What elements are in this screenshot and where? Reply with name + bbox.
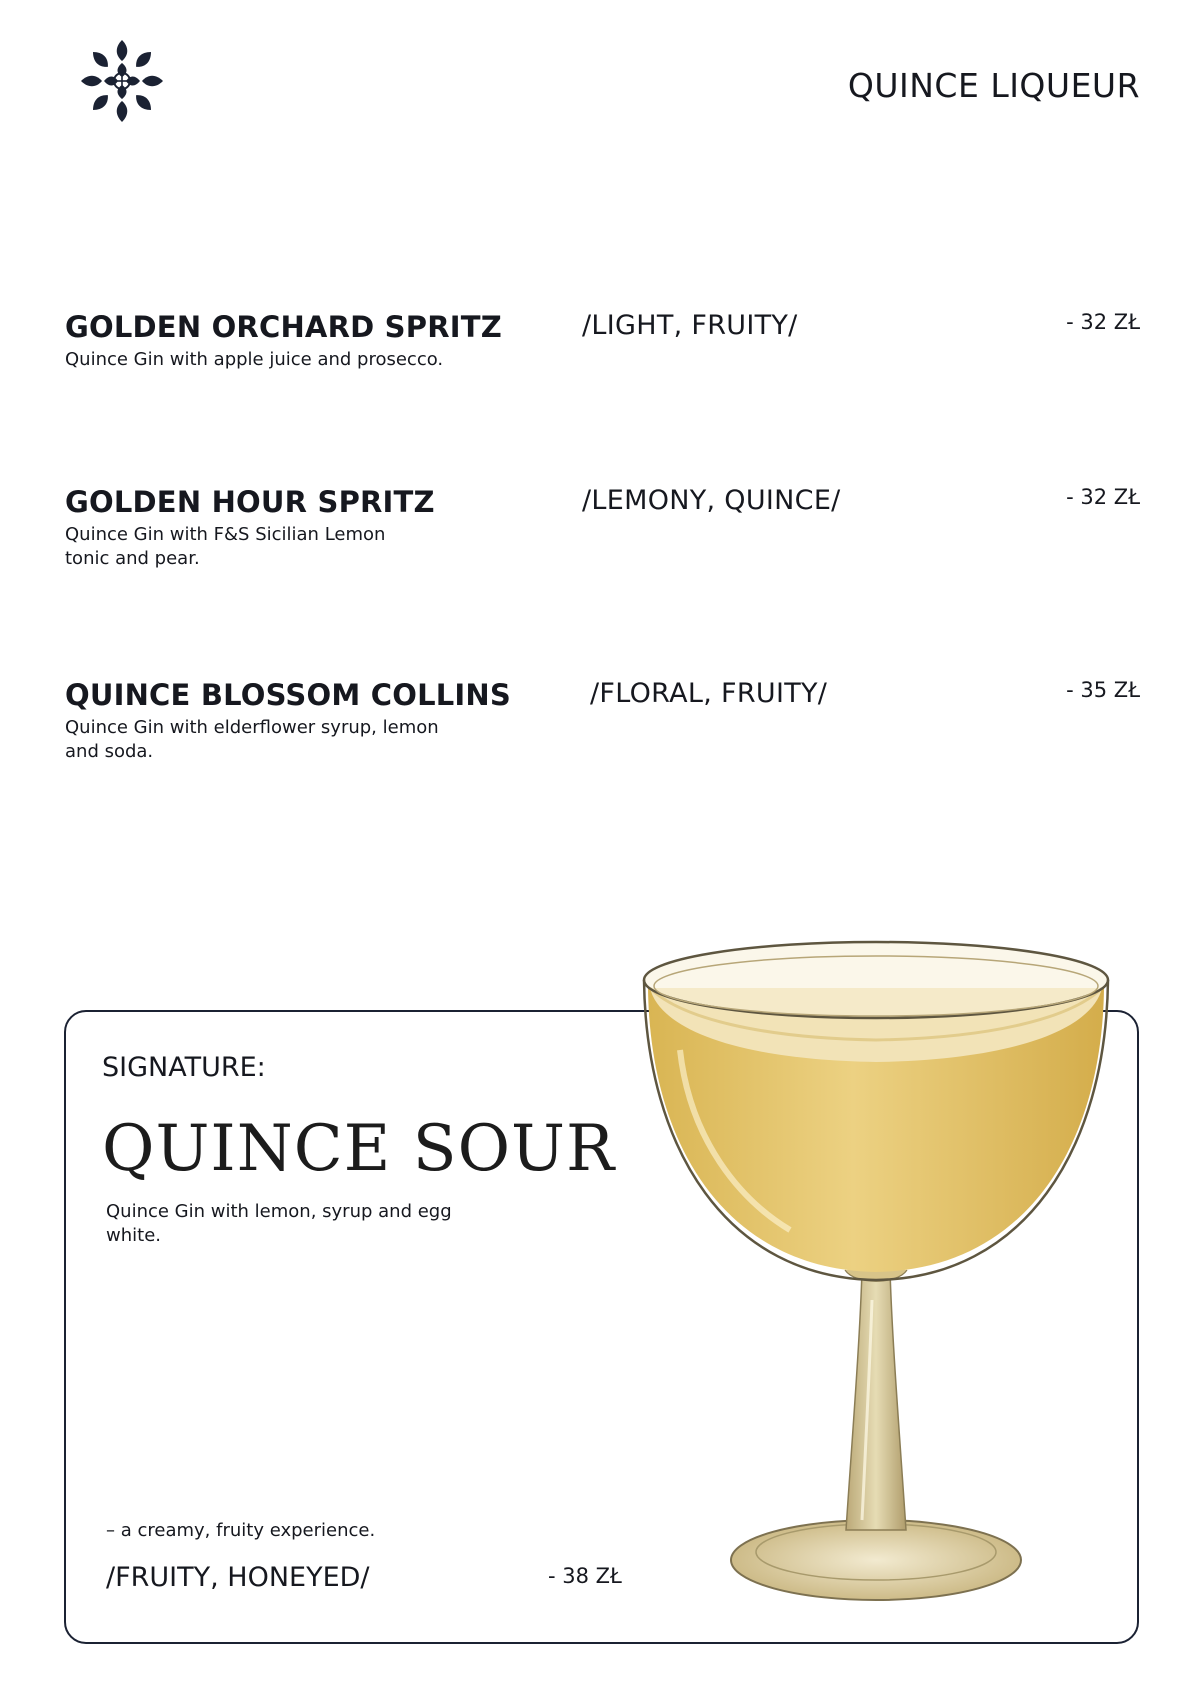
menu-item-name: QUINCE BLOSSOM COLLINS [65, 678, 511, 712]
signature-note: – a creamy, fruity experience. [106, 1520, 376, 1541]
menu-item-description: Quince Gin with apple juice and prosecco. [65, 349, 444, 370]
ornamental-flower-logo-icon [78, 38, 166, 124]
menu-item-tags: /LEMONY, QUINCE/ [582, 485, 841, 516]
coupe-cocktail-glass-illustration [640, 940, 1110, 1640]
menu-item-price: - 35 ZŁ [1066, 678, 1140, 702]
signature-label: SIGNATURE: [102, 1052, 266, 1083]
menu-item-description: Quince Gin with elderflower syrup, lemon and soda. [65, 717, 439, 762]
menu-item-name: GOLDEN ORCHARD SPRITZ [65, 310, 502, 344]
section-title: QUINCE LIQUEUR [847, 66, 1140, 105]
menu-item-description: Quince Gin with F&S Sicilian Lemon tonic and pear. [65, 524, 386, 569]
signature-description: Quince Gin with lemon, syrup and egg white. [106, 1201, 452, 1246]
menu-item-name: GOLDEN HOUR SPRITZ [65, 485, 435, 519]
menu-item-tags: /LIGHT, FRUITY/ [582, 310, 798, 341]
signature-drink-name: QUINCE SOUR [102, 1112, 616, 1186]
menu-item-price: - 32 ZŁ [1066, 310, 1140, 334]
menu-item-tags: /FLORAL, FRUITY/ [590, 678, 828, 709]
menu-item-price: - 32 ZŁ [1066, 485, 1140, 509]
signature-tags: /FRUITY, HONEYED/ [106, 1562, 370, 1593]
signature-price: - 38 ZŁ [548, 1564, 622, 1588]
